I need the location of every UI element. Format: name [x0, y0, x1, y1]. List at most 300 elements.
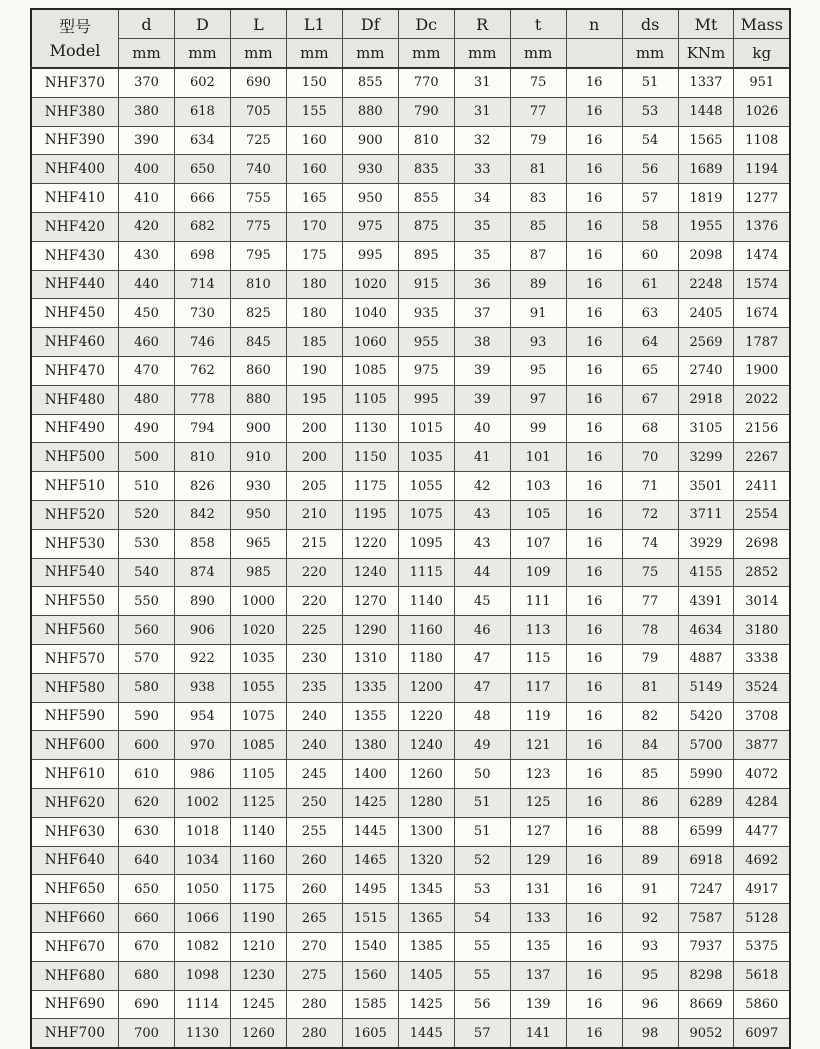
table-row — [31, 1019, 790, 1048]
value-cell: 795 — [230, 241, 286, 270]
value-cell: 630 — [119, 817, 175, 846]
value-cell: 31 — [454, 68, 510, 97]
value-cell: 1020 — [342, 270, 398, 299]
value-cell: 38 — [454, 328, 510, 357]
value-cell: 1015 — [398, 414, 454, 443]
value-cell: 101 — [510, 443, 566, 472]
value-cell: 1560 — [342, 961, 398, 990]
value-cell: 600 — [119, 731, 175, 760]
value-cell: 420 — [119, 212, 175, 241]
value-cell: 6289 — [678, 788, 734, 817]
value-cell: 650 — [119, 875, 175, 904]
value-cell: 835 — [398, 155, 454, 184]
value-cell: 7937 — [678, 932, 734, 961]
value-cell: 16 — [566, 760, 622, 789]
value-cell: 480 — [119, 385, 175, 414]
value-cell: 725 — [230, 126, 286, 155]
value-cell: 3524 — [734, 673, 790, 702]
model-cell: NHF410 — [31, 184, 119, 213]
value-cell: 65 — [622, 356, 678, 385]
value-cell: 1585 — [342, 990, 398, 1019]
model-label-en: Model — [49, 40, 101, 60]
column-unit-dc: mm — [398, 39, 454, 69]
value-cell: 16 — [566, 587, 622, 616]
value-cell: 16 — [566, 788, 622, 817]
value-cell: 280 — [286, 990, 342, 1019]
value-cell: 16 — [566, 846, 622, 875]
value-cell: 107 — [510, 529, 566, 558]
value-cell: 910 — [230, 443, 286, 472]
value-cell: 280 — [286, 1019, 342, 1048]
value-cell: 16 — [566, 558, 622, 587]
model-cell: NHF660 — [31, 904, 119, 933]
table-row — [31, 155, 790, 184]
value-cell: 4477 — [734, 817, 790, 846]
value-cell: 270 — [286, 932, 342, 961]
value-cell: 950 — [230, 500, 286, 529]
value-cell: 86 — [622, 788, 678, 817]
value-cell: 690 — [119, 990, 175, 1019]
value-cell: 550 — [119, 587, 175, 616]
value-cell: 975 — [398, 356, 454, 385]
value-cell: 965 — [230, 529, 286, 558]
model-cell: NHF480 — [31, 385, 119, 414]
table-row — [31, 356, 790, 385]
model-cell: NHF520 — [31, 500, 119, 529]
value-cell: 762 — [174, 356, 230, 385]
value-cell: 2405 — [678, 299, 734, 328]
value-cell: 64 — [622, 328, 678, 357]
value-cell: 1026 — [734, 97, 790, 126]
value-cell: 1405 — [398, 961, 454, 990]
value-cell: 265 — [286, 904, 342, 933]
value-cell: 1345 — [398, 875, 454, 904]
value-cell: 970 — [174, 731, 230, 760]
value-cell: 440 — [119, 270, 175, 299]
table-row — [31, 904, 790, 933]
value-cell: 92 — [622, 904, 678, 933]
value-cell: 450 — [119, 299, 175, 328]
value-cell: 180 — [286, 270, 342, 299]
model-cell: NHF590 — [31, 702, 119, 731]
value-cell: 3180 — [734, 616, 790, 645]
column-header-dc: Dc — [398, 9, 454, 39]
table-row — [31, 702, 790, 731]
value-cell: 590 — [119, 702, 175, 731]
value-cell: 32 — [454, 126, 510, 155]
spec-table — [30, 8, 791, 1049]
value-cell: 39 — [454, 385, 510, 414]
value-cell: 93 — [510, 328, 566, 357]
value-cell: 77 — [510, 97, 566, 126]
value-cell: 2411 — [734, 472, 790, 501]
value-cell: 255 — [286, 817, 342, 846]
value-cell: 1260 — [398, 760, 454, 789]
value-cell: 1002 — [174, 788, 230, 817]
value-cell: 2022 — [734, 385, 790, 414]
value-cell: 730 — [174, 299, 230, 328]
value-cell: 16 — [566, 270, 622, 299]
value-cell: 3929 — [678, 529, 734, 558]
value-cell: 380 — [119, 97, 175, 126]
table-row — [31, 846, 790, 875]
value-cell: 2098 — [678, 241, 734, 270]
value-cell: 16 — [566, 472, 622, 501]
value-cell: 825 — [230, 299, 286, 328]
value-cell: 42 — [454, 472, 510, 501]
value-cell: 127 — [510, 817, 566, 846]
value-cell: 5700 — [678, 731, 734, 760]
value-cell: 1380 — [342, 731, 398, 760]
value-cell: 43 — [454, 529, 510, 558]
value-cell: 874 — [174, 558, 230, 587]
value-cell: 16 — [566, 68, 622, 97]
value-cell: 4155 — [678, 558, 734, 587]
column-unit-t: mm — [510, 39, 566, 69]
column-unit-ds: mm — [622, 39, 678, 69]
column-unit-d: mm — [119, 39, 175, 69]
value-cell: 16 — [566, 904, 622, 933]
table-row — [31, 875, 790, 904]
table-row — [31, 184, 790, 213]
table-header — [31, 9, 790, 68]
value-cell: 890 — [174, 587, 230, 616]
column-unit-r: mm — [454, 39, 510, 69]
value-cell: 1190 — [230, 904, 286, 933]
value-cell: 195 — [286, 385, 342, 414]
value-cell: 16 — [566, 212, 622, 241]
value-cell: 1000 — [230, 587, 286, 616]
value-cell: 1425 — [398, 990, 454, 1019]
value-cell: 2918 — [678, 385, 734, 414]
value-cell: 975 — [342, 212, 398, 241]
value-cell: 680 — [119, 961, 175, 990]
value-cell: 155 — [286, 97, 342, 126]
value-cell: 370 — [119, 68, 175, 97]
model-cell: NHF560 — [31, 616, 119, 645]
value-cell: 640 — [119, 846, 175, 875]
value-cell: 1055 — [230, 673, 286, 702]
value-cell: 954 — [174, 702, 230, 731]
value-cell: 1290 — [342, 616, 398, 645]
value-cell: 35 — [454, 212, 510, 241]
value-cell: 810 — [230, 270, 286, 299]
value-cell: 620 — [119, 788, 175, 817]
value-cell: 6918 — [678, 846, 734, 875]
column-header-n: n — [566, 9, 622, 39]
value-cell: 89 — [622, 846, 678, 875]
value-cell: 210 — [286, 500, 342, 529]
value-cell: 1240 — [398, 731, 454, 760]
value-cell: 3014 — [734, 587, 790, 616]
value-cell: 1055 — [398, 472, 454, 501]
value-cell: 60 — [622, 241, 678, 270]
column-header-df: Df — [342, 9, 398, 39]
value-cell: 560 — [119, 616, 175, 645]
value-cell: 93 — [622, 932, 678, 961]
value-cell: 133 — [510, 904, 566, 933]
value-cell: 1160 — [398, 616, 454, 645]
table-row — [31, 760, 790, 789]
value-cell: 16 — [566, 673, 622, 702]
table-row — [31, 961, 790, 990]
value-cell: 82 — [622, 702, 678, 731]
value-cell: 16 — [566, 126, 622, 155]
value-cell: 1050 — [174, 875, 230, 904]
value-cell: 1605 — [342, 1019, 398, 1048]
value-cell: 49 — [454, 731, 510, 760]
value-cell: 1787 — [734, 328, 790, 357]
value-cell: 900 — [230, 414, 286, 443]
value-cell: 682 — [174, 212, 230, 241]
value-cell: 1195 — [342, 500, 398, 529]
table-row — [31, 817, 790, 846]
value-cell: 610 — [119, 760, 175, 789]
model-cell: NHF650 — [31, 875, 119, 904]
value-cell: 45 — [454, 587, 510, 616]
value-cell: 111 — [510, 587, 566, 616]
model-cell: NHF440 — [31, 270, 119, 299]
model-cell: NHF460 — [31, 328, 119, 357]
model-cell: NHF610 — [31, 760, 119, 789]
value-cell: 123 — [510, 760, 566, 789]
column-unit-mass: kg — [734, 39, 790, 69]
value-cell: 1955 — [678, 212, 734, 241]
value-cell: 1140 — [398, 587, 454, 616]
value-cell: 3338 — [734, 644, 790, 673]
value-cell: 8298 — [678, 961, 734, 990]
value-cell: 77 — [622, 587, 678, 616]
value-cell: 56 — [454, 990, 510, 1019]
value-cell: 55 — [454, 932, 510, 961]
model-cell: NHF450 — [31, 299, 119, 328]
model-label-cn: 型号 — [58, 17, 91, 37]
value-cell: 5618 — [734, 961, 790, 990]
value-cell: 16 — [566, 184, 622, 213]
column-header-model — [31, 9, 119, 68]
value-cell: 1085 — [342, 356, 398, 385]
value-cell: 794 — [174, 414, 230, 443]
table-row — [31, 673, 790, 702]
table-row — [31, 97, 790, 126]
value-cell: 955 — [398, 328, 454, 357]
value-cell: 160 — [286, 126, 342, 155]
value-cell: 875 — [398, 212, 454, 241]
value-cell: 3105 — [678, 414, 734, 443]
value-cell: 16 — [566, 299, 622, 328]
value-cell: 139 — [510, 990, 566, 1019]
value-cell: 125 — [510, 788, 566, 817]
value-cell: 790 — [398, 97, 454, 126]
value-cell: 1465 — [342, 846, 398, 875]
value-cell: 1240 — [342, 558, 398, 587]
value-cell: 1018 — [174, 817, 230, 846]
value-cell: 71 — [622, 472, 678, 501]
column-header-d: d — [119, 9, 175, 39]
value-cell: 510 — [119, 472, 175, 501]
value-cell: 61 — [622, 270, 678, 299]
value-cell: 141 — [510, 1019, 566, 1048]
value-cell: 58 — [622, 212, 678, 241]
value-cell: 570 — [119, 644, 175, 673]
model-cell: NHF580 — [31, 673, 119, 702]
value-cell: 1674 — [734, 299, 790, 328]
value-cell: 5420 — [678, 702, 734, 731]
model-cell: NHF380 — [31, 97, 119, 126]
value-cell: 137 — [510, 961, 566, 990]
value-cell: 1280 — [398, 788, 454, 817]
value-cell: 16 — [566, 990, 622, 1019]
value-cell: 580 — [119, 673, 175, 702]
value-cell: 44 — [454, 558, 510, 587]
value-cell: 115 — [510, 644, 566, 673]
value-cell: 103 — [510, 472, 566, 501]
value-cell: 121 — [510, 731, 566, 760]
value-cell: 215 — [286, 529, 342, 558]
value-cell: 2248 — [678, 270, 734, 299]
value-cell: 16 — [566, 328, 622, 357]
value-cell: 4692 — [734, 846, 790, 875]
value-cell: 666 — [174, 184, 230, 213]
value-cell: 1365 — [398, 904, 454, 933]
value-cell: 260 — [286, 875, 342, 904]
value-cell: 986 — [174, 760, 230, 789]
table-row — [31, 731, 790, 760]
value-cell: 895 — [398, 241, 454, 270]
value-cell: 995 — [342, 241, 398, 270]
value-cell: 165 — [286, 184, 342, 213]
value-cell: 1337 — [678, 68, 734, 97]
value-cell: 16 — [566, 529, 622, 558]
value-cell: 16 — [566, 155, 622, 184]
value-cell: 880 — [230, 385, 286, 414]
value-cell: 1574 — [734, 270, 790, 299]
value-cell: 1210 — [230, 932, 286, 961]
value-cell: 135 — [510, 932, 566, 961]
value-cell: 1300 — [398, 817, 454, 846]
value-cell: 1040 — [342, 299, 398, 328]
value-cell: 1310 — [342, 644, 398, 673]
value-cell: 16 — [566, 241, 622, 270]
value-cell: 99 — [510, 414, 566, 443]
header-unit-row — [31, 39, 790, 69]
value-cell: 1335 — [342, 673, 398, 702]
value-cell: 81 — [622, 673, 678, 702]
value-cell: 31 — [454, 97, 510, 126]
model-cell: NHF510 — [31, 472, 119, 501]
value-cell: 240 — [286, 702, 342, 731]
value-cell: 922 — [174, 644, 230, 673]
value-cell: 150 — [286, 68, 342, 97]
value-cell: 4917 — [734, 875, 790, 904]
column-header-mt: Mt — [678, 9, 734, 39]
value-cell: 1220 — [342, 529, 398, 558]
table-row — [31, 644, 790, 673]
value-cell: 1376 — [734, 212, 790, 241]
value-cell: 81 — [510, 155, 566, 184]
value-cell: 98 — [622, 1019, 678, 1048]
value-cell: 985 — [230, 558, 286, 587]
value-cell: 1105 — [230, 760, 286, 789]
table-row — [31, 385, 790, 414]
value-cell: 185 — [286, 328, 342, 357]
value-cell: 240 — [286, 731, 342, 760]
value-cell: 770 — [398, 68, 454, 97]
value-cell: 1355 — [342, 702, 398, 731]
value-cell: 1140 — [230, 817, 286, 846]
value-cell: 54 — [622, 126, 678, 155]
value-cell: 470 — [119, 356, 175, 385]
value-cell: 938 — [174, 673, 230, 702]
value-cell: 16 — [566, 644, 622, 673]
value-cell: 117 — [510, 673, 566, 702]
value-cell: 618 — [174, 97, 230, 126]
model-cell: NHF540 — [31, 558, 119, 587]
value-cell: 43 — [454, 500, 510, 529]
value-cell: 906 — [174, 616, 230, 645]
table-row — [31, 212, 790, 241]
value-cell: 3501 — [678, 472, 734, 501]
value-cell: 7247 — [678, 875, 734, 904]
value-cell: 915 — [398, 270, 454, 299]
value-cell: 1035 — [398, 443, 454, 472]
value-cell: 47 — [454, 673, 510, 702]
model-cell: NHF690 — [31, 990, 119, 1019]
value-cell: 1689 — [678, 155, 734, 184]
value-cell: 1060 — [342, 328, 398, 357]
value-cell: 275 — [286, 961, 342, 990]
value-cell: 245 — [286, 760, 342, 789]
value-cell: 460 — [119, 328, 175, 357]
value-cell: 119 — [510, 702, 566, 731]
value-cell: 2698 — [734, 529, 790, 558]
value-cell: 36 — [454, 270, 510, 299]
value-cell: 1277 — [734, 184, 790, 213]
model-cell: NHF700 — [31, 1019, 119, 1048]
value-cell: 3299 — [678, 443, 734, 472]
value-cell: 1819 — [678, 184, 734, 213]
value-cell: 250 — [286, 788, 342, 817]
value-cell: 705 — [230, 97, 286, 126]
value-cell: 56 — [622, 155, 678, 184]
value-cell: 2554 — [734, 500, 790, 529]
value-cell: 40 — [454, 414, 510, 443]
model-cell: NHF370 — [31, 68, 119, 97]
value-cell: 1034 — [174, 846, 230, 875]
table-row — [31, 990, 790, 1019]
value-cell: 96 — [622, 990, 678, 1019]
value-cell: 3711 — [678, 500, 734, 529]
model-cell: NHF400 — [31, 155, 119, 184]
value-cell: 220 — [286, 587, 342, 616]
model-cell: NHF550 — [31, 587, 119, 616]
value-cell: 33 — [454, 155, 510, 184]
value-cell: 16 — [566, 385, 622, 414]
value-cell: 84 — [622, 731, 678, 760]
model-cell: NHF470 — [31, 356, 119, 385]
value-cell: 79 — [622, 644, 678, 673]
model-cell: NHF620 — [31, 788, 119, 817]
model-cell: NHF530 — [31, 529, 119, 558]
value-cell: 16 — [566, 356, 622, 385]
value-cell: 1540 — [342, 932, 398, 961]
value-cell: 520 — [119, 500, 175, 529]
table-row — [31, 443, 790, 472]
value-cell: 7587 — [678, 904, 734, 933]
value-cell: 935 — [398, 299, 454, 328]
model-cell: NHF500 — [31, 443, 119, 472]
value-cell: 16 — [566, 875, 622, 904]
